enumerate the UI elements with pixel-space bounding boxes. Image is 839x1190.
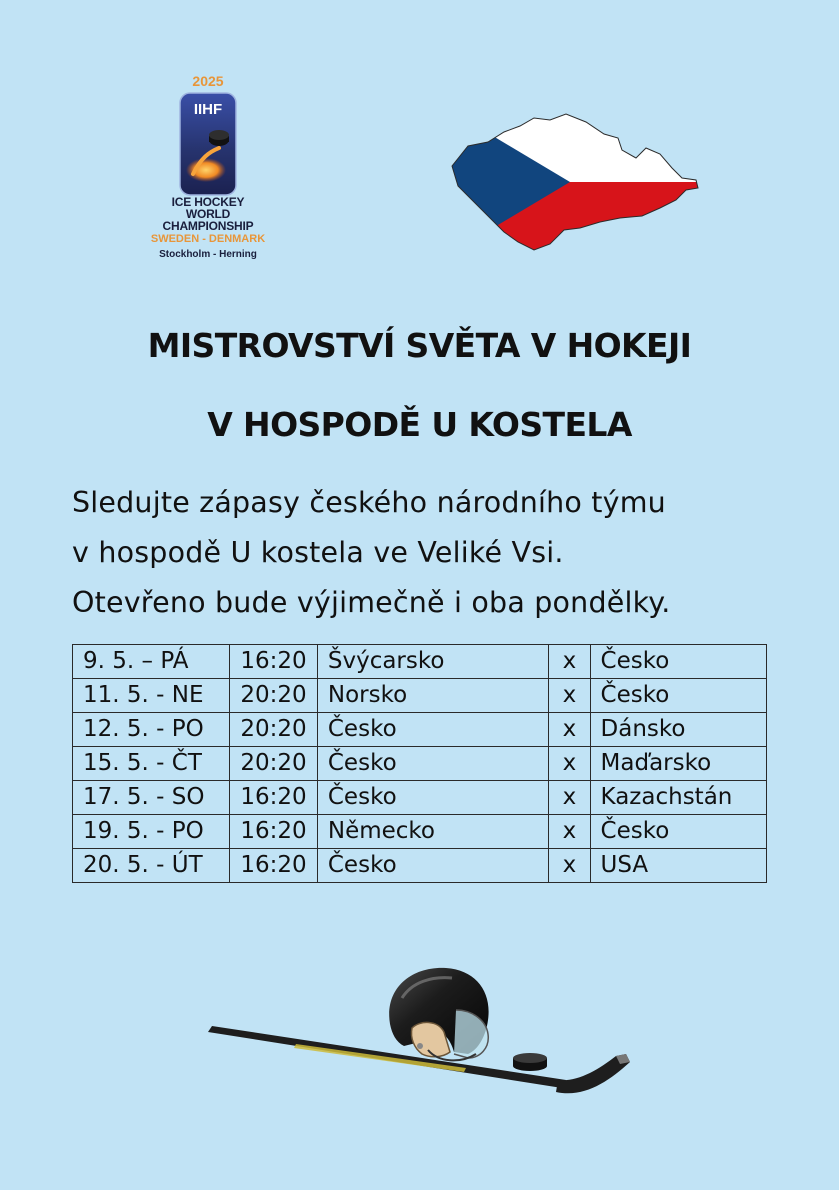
match-home-team: Česko [317,849,549,883]
table-row [73,815,767,849]
table-row [73,849,767,883]
table-row [73,747,767,781]
match-versus: x [549,781,590,815]
match-date: 17. 5. - SO [73,781,230,815]
match-time: 16:20 [230,645,318,679]
match-versus: x [549,679,590,713]
match-time: 20:20 [230,679,318,713]
intro-line-2: v hospodě U kostela ve Veliké Vsi. [72,536,564,569]
match-away-team: USA [590,849,766,883]
match-away-team: Česko [590,815,766,849]
match-date: 20. 5. - ÚT [73,849,230,883]
table-row [73,679,767,713]
logo-year: 2025 [192,73,224,89]
match-home-team: Česko [317,713,549,747]
czech-flag-map-icon [446,108,702,256]
match-versus: x [549,849,590,883]
match-versus: x [549,747,590,781]
match-versus: x [549,713,590,747]
table-row [73,713,767,747]
match-time: 16:20 [230,849,318,883]
match-versus: x [549,815,590,849]
match-away-team: Dánsko [590,713,766,747]
match-home-team: Česko [317,781,549,815]
match-date: 19. 5. - PO [73,815,230,849]
match-schedule-table [72,644,767,883]
match-date: 11. 5. - NE [73,679,230,713]
match-date: 12. 5. - PO [73,713,230,747]
match-versus: x [549,645,590,679]
intro-line-3: Otevřeno bude výjimečně i oba pondělky. [72,586,671,619]
match-time: 16:20 [230,815,318,849]
match-date: 15. 5. - ČT [73,747,230,781]
match-time: 20:20 [230,713,318,747]
logo-hosts: SWEDEN - DENMARK [150,233,266,245]
match-away-team: Kazachstán [590,781,766,815]
logo-cities: Stockholm - Herning [159,249,257,260]
hockey-puck-icon [513,1053,547,1071]
match-time: 20:20 [230,747,318,781]
match-home-team: Německo [317,815,549,849]
match-home-team: Švýcarsko [317,645,549,679]
logo-line-2: WORLD [185,207,231,221]
table-row [73,645,767,679]
match-away-team: Maďarsko [590,747,766,781]
hockey-helmet-stick-puck-icon [206,958,636,1108]
logo-line-1: ICE HOCKEY [171,195,245,209]
table-row [73,781,767,815]
headline-line-2: V HOSPODĚ U KOSTELA [207,405,632,444]
match-away-team: Česko [590,679,766,713]
intro-line-1: Sledujte zápasy českého národního týmu [72,486,666,519]
match-home-team: Norsko [317,679,549,713]
logo-line-3: CHAMPIONSHIP [162,219,254,233]
headline-line-1: MISTROVSTVÍ SVĚTA V HOKEJI [147,326,692,365]
match-date: 9. 5. – PÁ [73,645,230,679]
iihf-badge-icon [179,92,237,196]
iihf-logo [140,72,276,272]
match-away-team: Česko [590,645,766,679]
hockey-helmet-icon [389,968,488,1061]
match-time: 16:20 [230,781,318,815]
badge-text: IIHF [193,101,223,118]
intro-text [72,478,812,628]
match-home-team: Česko [317,747,549,781]
